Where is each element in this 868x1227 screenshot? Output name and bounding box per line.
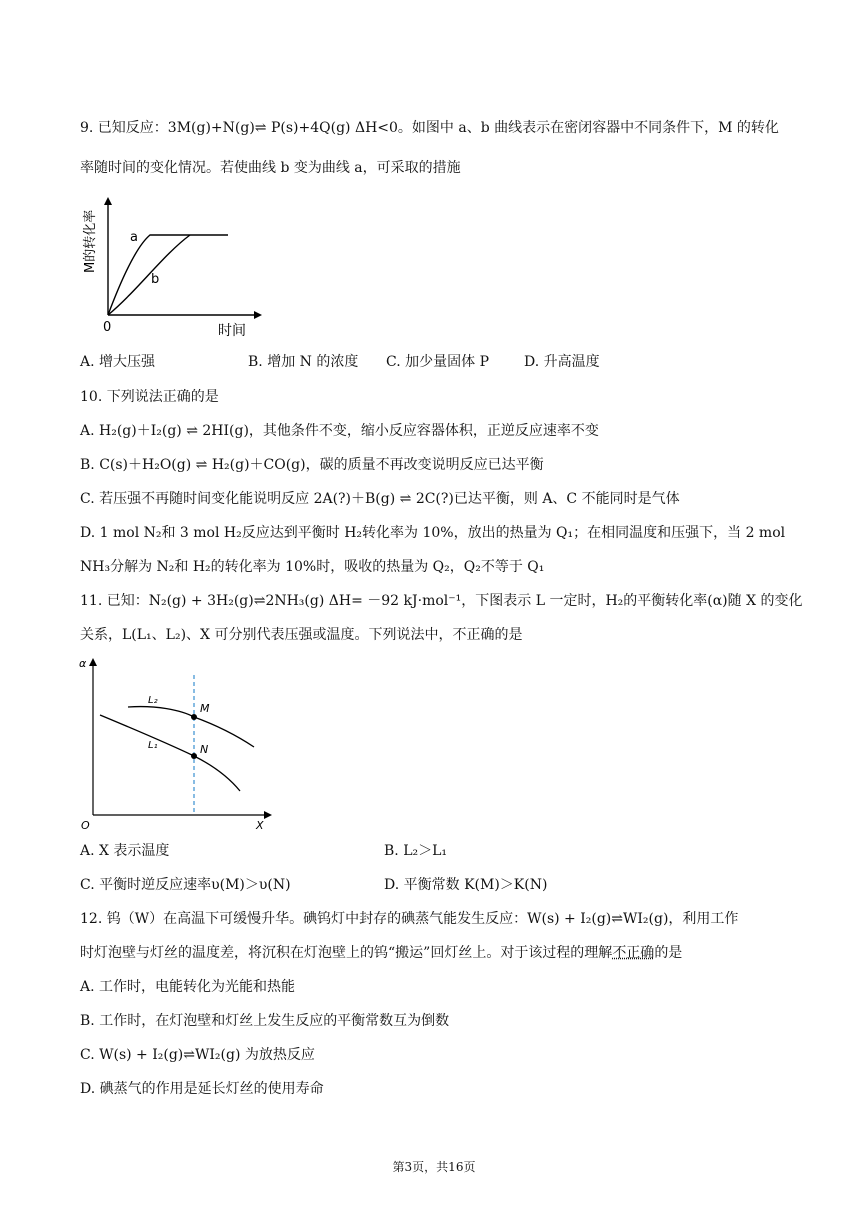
q11-label-l1: L₁ (148, 740, 158, 751)
q11-option-c: C. 平衡时逆反应速率υ(M)＞υ(N) (80, 877, 291, 893)
q11-curve-l2 (128, 707, 254, 747)
q10-option-b: B. C(s)＋H₂O(g) ⇌ H₂(g)＋CO(g)，碳的质量不再改变说明反应已达平衡 (80, 457, 544, 473)
q12-option-c: C. W(s) + I₂(g)⇌WI₂(g) 为放热反应 (80, 1047, 315, 1063)
q11-graph (76, 655, 276, 835)
q11-option-a: A. X 表示温度 (80, 843, 170, 859)
q9-ylabel: M的转化率 (83, 209, 98, 273)
q9-stem-line1: 9. 已知反应：3M(g)+N(g)⇌ P(s)+4Q(g) ΔH<0。如图中 a、b 曲线表示在密闭容器中不同条件下，M 的转化 (80, 120, 779, 136)
q11-label-n: N (200, 743, 209, 756)
q11-option-b: B. L₂＞L₁ (384, 843, 448, 859)
q11-options-row2 (80, 875, 547, 895)
q9-option-a: A. 增大压强 (80, 354, 156, 370)
q9-option-c: C. 加少量固体 P (386, 354, 489, 370)
q9-option-b: B. 增加 N 的浓度 (248, 354, 359, 370)
q12-stem-line2a: 时灯泡壁与灯丝的温度差，将沉积在灯泡壁上的钨“搬运”回灯丝上。对于该过程的理解 (80, 945, 613, 961)
q11-origin: O (81, 819, 90, 832)
q11-label-m: M (200, 702, 210, 715)
q11-point-m (191, 714, 197, 720)
q11-label-l2: L₂ (148, 695, 158, 706)
q12-option-b: B. 工作时，在灯泡壁和灯丝上发生反应的平衡常数互为倒数 (80, 1013, 450, 1029)
q11-stem-line1: 11. 已知：N₂(g) + 3H₂(g)⇌2NH₃(g) ΔH= －92 kJ·mol⁻¹，下图表示 L 一定时，H₂的平衡转化率(α)随 X 的变化 (80, 593, 803, 609)
q12-option-a: A. 工作时，电能转化为光能和热能 (80, 979, 296, 995)
q9-curve-b-label: b (151, 272, 160, 287)
q10-option-d-line1: D. 1 mol N₂和 3 mol H₂反应达到平衡时 H₂转化率为 10%，放出的热量为 Q₁；在相同温度和压强下，当 2 mol (80, 525, 786, 541)
page-footer: 第3页，共16页 (392, 1160, 476, 1174)
q12-emphasis: 不正确 (612, 945, 655, 961)
q11-curve-l1 (100, 715, 240, 791)
q12-option-d: D. 碘蒸气的作用是延长灯丝的使用寿命 (80, 1081, 324, 1097)
q9-stem-line2: 率随时间的变化情况。若使曲线 b 变为曲线 a，可采取的措施 (80, 160, 461, 176)
q11-option-d: D. 平衡常数 K(M)＞K(N) (384, 877, 548, 893)
q9-option-d: D. 升高温度 (524, 354, 600, 370)
q9-xlabel: 时间 (218, 323, 246, 339)
q12-stem-line2 (80, 943, 682, 963)
q11-point-n (191, 753, 197, 759)
q10-option-c: C. 若压强不再随时间变化能说明反应 2A(?)＋B(g) ⇌ 2C(?)已达平衡，则 A、C 不能同时是气体 (80, 491, 680, 507)
q12-stem-line1: 12. 钨（W）在高温下可缓慢升华。碘钨灯中封存的碘蒸气能发生反应：W(s) + I₂(g)⇌WI₂(g)，利用工作 (80, 911, 739, 927)
q9-curve-a-label: a (130, 230, 138, 245)
q9-options (80, 352, 600, 372)
q10-stem: 10. 下列说法正确的是 (80, 389, 219, 405)
q9-graph (78, 195, 268, 340)
q9-origin-label: 0 (103, 320, 112, 335)
q11-stem-line2: 关系，L(L₁、L₂)、X 可分别代表压强或温度。下列说法中，不正确的是 (80, 627, 523, 643)
q10-option-a: A. H₂(g)＋I₂(g) ⇌ 2HI(g)，其他条件不变，缩小反应容器体积，正逆反应速率不变 (80, 423, 599, 439)
q10-option-d-line2: NH₃分解为 N₂和 H₂的转化率为 10%时，吸收的热量为 Q₂，Q₂不等于 Q₁ (80, 559, 545, 575)
q9-curve-b (108, 235, 190, 315)
q11-ylabel: α (79, 657, 87, 670)
q11-options-row1 (80, 841, 447, 861)
q9-curve-a (108, 235, 228, 315)
q11-xlabel: X (256, 819, 264, 832)
q12-stem-line2c: 的是 (654, 945, 683, 961)
